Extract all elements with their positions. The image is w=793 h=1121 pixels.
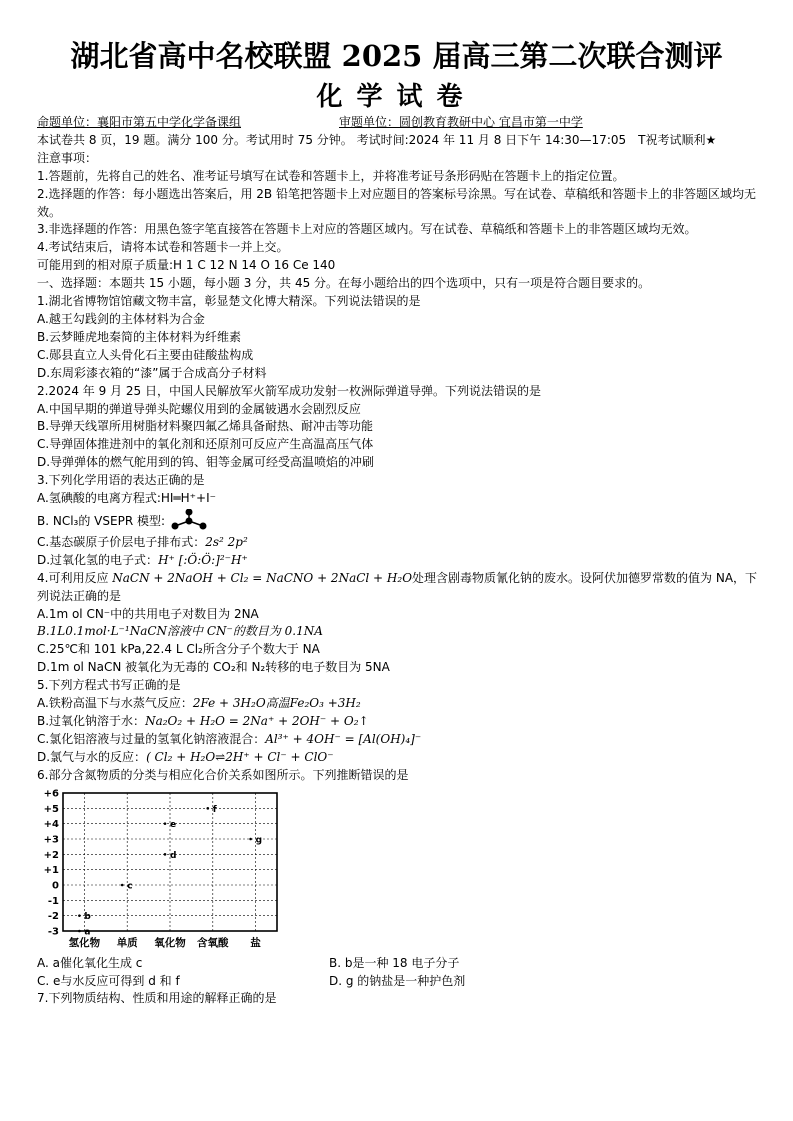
q3-option-a bbox=[37, 490, 759, 508]
data-point bbox=[78, 914, 81, 917]
atomic-masses: 可能用到的相对原子质量:H 1 C 12 N 14 O 16 Ce 140 bbox=[37, 258, 336, 273]
q5-option-c bbox=[37, 731, 759, 749]
q1-option-d: D.东周彩漆衣箱的“漆”属于合成高分子材料 bbox=[37, 365, 267, 380]
question-5-stem: 5.下列方程式书写正确的是 bbox=[37, 678, 181, 693]
q6-option-b: B. b是一种 18 电子分子 bbox=[329, 955, 460, 970]
data-point bbox=[249, 837, 252, 840]
nitrogen-valence-chart bbox=[37, 785, 297, 955]
note-item: 1.答题前，先将自己的姓名、准考证号填写在试卷和答题卡上，并将准考证号条形码贴在答题卡上的指定位置。 bbox=[37, 168, 625, 183]
q5c-equation: Al³⁺ + 4OH⁻ = [Al(OH)₄]⁻ bbox=[265, 731, 422, 746]
exam-body bbox=[37, 114, 759, 1008]
q3a-equal-sign: ═ bbox=[173, 491, 181, 506]
q5a-equation: 2Fe + 3H₂O高温Fe₂O₃ +3H₂ bbox=[192, 696, 361, 711]
q5d-equation: ( Cl₂ + H₂O⇌2H⁺ + Cl⁻ + ClO⁻ bbox=[146, 749, 334, 764]
q6-options-row-1 bbox=[37, 955, 759, 973]
y-tick-label: 0 bbox=[52, 880, 59, 892]
note-item: 3.非选择题的作答：用黑色签字笔直接答在答题卡上对应的答题区域内。写在试卷、草稿纸和答题卡上的非答题区域均无效。 bbox=[37, 222, 697, 237]
exam-info: 本试卷共 8 页，19 题。满分 100 分。考试用时 75 分钟。 考试时间:2024 年 11 月 8 日下午 14:30—17:05 T祝考试顺利★ bbox=[37, 132, 717, 147]
setter-unit: 命题单位：襄阳市第五中学化学备课组 bbox=[37, 115, 242, 129]
x-category-label: 氢化物 bbox=[68, 936, 101, 949]
data-point bbox=[121, 883, 124, 886]
organizer-line bbox=[37, 114, 759, 132]
q1-option-a: A.越王勾践剑的主体材料为合金 bbox=[37, 311, 205, 326]
data-point bbox=[207, 807, 210, 810]
q6-option-d: D. g 的钠盐是一种护色剂 bbox=[329, 973, 466, 988]
q4-prefix: 4.可利用反应 bbox=[37, 570, 113, 585]
q3c-prefix: C.基态碳原子价层电子排布式： bbox=[37, 534, 206, 549]
q5c-prefix: C.氯化铝溶液与过量的氢氧化钠溶液混合： bbox=[37, 731, 266, 746]
data-point-label: c bbox=[127, 881, 133, 892]
vsepr-model-icon bbox=[169, 509, 209, 533]
x-category-label: 含氧酸 bbox=[197, 936, 229, 949]
x-category-label: 氧化物 bbox=[154, 936, 186, 949]
data-point-label: b bbox=[84, 911, 91, 922]
q5a-prefix: A.铁粉高温下与水蒸气反应： bbox=[37, 696, 193, 711]
question-6-stem: 6.部分含氮物质的分类与相应化合价关系如图所示。下列推断错误的是 bbox=[37, 767, 409, 782]
data-point-label: g bbox=[255, 835, 263, 846]
note-item: 4.考试结束后，请将本试卷和答题卡一并上交。 bbox=[37, 240, 289, 255]
q4-option-b: B.1L0.1mol·L⁻¹NaCN溶液中 CN⁻的数目为 0.1NA bbox=[37, 624, 323, 639]
q3a-ions: H⁺+I⁻ bbox=[180, 491, 216, 506]
q6-options-row-2 bbox=[37, 973, 759, 991]
x-category-label: 盐 bbox=[250, 936, 261, 949]
q3d-prefix: D.过氧化氢的电子式： bbox=[37, 552, 159, 567]
y-tick-label: +2 bbox=[43, 849, 59, 861]
q1-option-b: B.云梦睡虎地秦简的主体材料为纤维素 bbox=[37, 329, 242, 344]
data-point bbox=[78, 929, 81, 932]
y-tick-label: +4 bbox=[43, 818, 59, 830]
q5b-prefix: B.过氧化钠溶于水： bbox=[37, 714, 146, 728]
question-2-stem: 2.2024 年 9 月 25 日，中国人民解放军火箭军成功发射一枚洲际弹道导弹。下列说法错误的是 bbox=[37, 383, 541, 398]
q5b-equation: Na₂O₂ + H₂O = 2Na⁺ + 2OH⁻ + O₂↑ bbox=[145, 714, 369, 728]
q3d-electron-formula: H⁺ [:Ö:Ö:]²⁻H⁺ bbox=[158, 552, 248, 567]
q3-option-b bbox=[37, 508, 759, 534]
q3-option-d bbox=[37, 552, 759, 570]
q3a-prefix: A.氢碘酸的电离方程式:HI bbox=[37, 491, 174, 506]
q3c-config: 2s² 2p² bbox=[205, 534, 248, 549]
q5d-prefix: D.氯气与水的反应： bbox=[37, 749, 147, 764]
q3b-text: B. NCl₃的 VSEPR 模型: bbox=[37, 513, 166, 528]
q4-equation: NaCN + 2NaOH + Cl₂ = NaCNO + 2NaCl + H₂O bbox=[112, 570, 413, 585]
y-tick-label: +5 bbox=[43, 803, 59, 815]
q6-option-a: A. a催化氧化生成 c bbox=[37, 955, 143, 970]
q1-option-c: C.郧县直立人头骨化石主要由硅酸盐构成 bbox=[37, 347, 254, 362]
q4-option-a: A.1m ol CN⁻中的共用电子对数目为 2NA bbox=[37, 606, 259, 621]
y-tick-label: +3 bbox=[43, 834, 59, 846]
notes-heading: 注意事项： bbox=[37, 150, 98, 165]
question-1-stem: 1.湖北省博物馆馆藏文物丰富，彰显楚文化博大精深。下列说法错误的是 bbox=[37, 294, 421, 309]
data-point-label: f bbox=[212, 804, 217, 815]
q4-option-d: D.1m ol NaCN 被氧化为无毒的 CO₂和 N₂转移的电子数目为 5NA bbox=[37, 660, 390, 675]
q5-option-a bbox=[37, 695, 759, 713]
y-tick-label: -2 bbox=[47, 910, 59, 922]
note-item: 2.选择题的作答：每小题选出答案后，用 2B 铅笔把答题卡上对应题目的答案标号涂黑。写在试卷、草稿纸和答题卡上的非答题区域均无效。 bbox=[37, 186, 756, 219]
y-tick-label: +6 bbox=[43, 788, 59, 800]
q2-option-a: A.中国早期的弹道导弹头陀螺仪用到的金属铍遇水会剧烈反应 bbox=[37, 401, 361, 416]
question-7-stem: 7.下列物质结构、性质和用途的解释正确的是 bbox=[37, 991, 277, 1006]
x-category-label: 单质 bbox=[116, 936, 138, 949]
q2-option-b: B.导弹天线罩所用树脂材料聚四氟乙烯具备耐热、耐冲击等功能 bbox=[37, 419, 374, 434]
y-tick-label: +1 bbox=[43, 864, 59, 876]
y-tick-label: -3 bbox=[47, 926, 59, 938]
exam-title: 湖北省高中名校联盟 2025 届高三第二次联合测评 bbox=[70, 39, 723, 73]
section-heading: 一、选择题：本题共 15 小题，每小题 3 分，共 45 分。在每小题给出的四个选项中，只有一项是符合题目要求的。 bbox=[37, 276, 651, 291]
data-point-label: e bbox=[170, 819, 177, 830]
q5-option-b bbox=[37, 713, 759, 731]
y-tick-label: -1 bbox=[47, 895, 59, 907]
exam-subtitle: 化学试卷 bbox=[316, 82, 477, 112]
reviewer-unit: 审题单位：圆创教育教研中心 宜昌市第一中学 bbox=[339, 115, 583, 129]
q2-option-c: C.导弹固体推进剂中的氧化剂和还原剂可反应产生高温高压气体 bbox=[37, 437, 374, 452]
data-point bbox=[164, 822, 167, 825]
question-4-stem bbox=[37, 570, 759, 606]
data-point-label: d bbox=[170, 850, 177, 861]
nitrogen-valence-chart-container bbox=[37, 785, 759, 955]
q4-suffix: 处理含剧毒物质氰化钠的废水。设阿伏加德罗常数的值为 NA，下列说法正确的是 bbox=[37, 570, 758, 603]
data-point bbox=[164, 853, 167, 856]
q4-option-c: C.25℃和 101 kPa,22.4 L Cl₂所含分子个数大于 NA bbox=[37, 642, 320, 657]
q2-option-d: D.导弹弹体的燃气舵用到的钨、钼等金属可经受高温喷焰的冲刷 bbox=[37, 455, 375, 470]
question-3-stem: 3.下列化学用语的表达正确的是 bbox=[37, 473, 205, 488]
q6-option-c: C. e与水反应可得到 d 和 f bbox=[37, 973, 180, 988]
q3-option-c bbox=[37, 534, 759, 552]
data-point-label: a bbox=[84, 927, 91, 938]
q5-option-d bbox=[37, 749, 759, 767]
